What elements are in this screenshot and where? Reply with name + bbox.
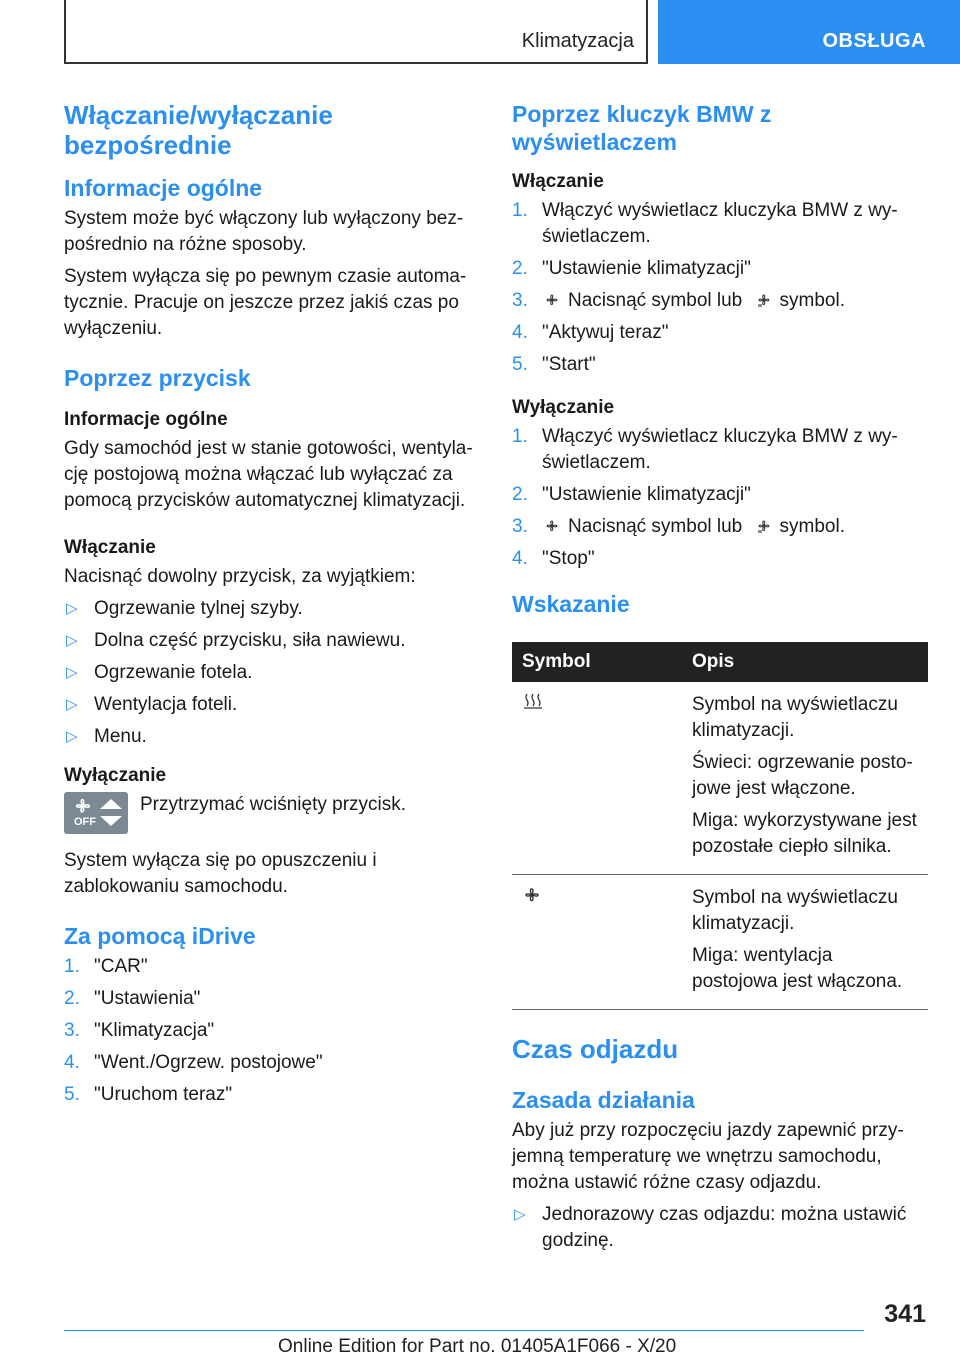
header-chapter: Klimatyzacja bbox=[521, 30, 634, 52]
footer-edition: Online Edition for Part no. 01405A1F066 - X/20 bbox=[278, 1336, 677, 1357]
list-item: 2. "Ustawienie klimatyzacji" bbox=[512, 484, 751, 505]
idrive-steps bbox=[64, 954, 476, 1108]
general-p2: System wyłącza się po pewnym czasie automatycznie. Pracuje on jeszcze przez jakiś czas po wyłączeniu. bbox=[64, 266, 467, 339]
list-item: ▷ Ogrzewanie fotela. bbox=[64, 660, 476, 686]
list-item: ▷ Jednorazowy czas odjazdu: można ustawić godzinę. bbox=[514, 1204, 907, 1251]
triangle-bullet-icon: ▷ bbox=[66, 632, 78, 649]
heating-icon bbox=[522, 692, 544, 710]
table-row: Symbol na wyświetlaczu klimatyzacji. Miga: wentylacja postojowa jest włączona. bbox=[512, 875, 928, 1010]
list-item: 3. Nacisnąć symbol lub symbol. bbox=[512, 516, 845, 537]
triangle-bullet-icon: ▷ bbox=[66, 600, 78, 617]
fan-heat-icon bbox=[756, 518, 772, 534]
key-on-heading: Włączanie bbox=[512, 171, 604, 192]
header-section-tab bbox=[658, 0, 960, 64]
list-item: 3. "Klimatyzacja" bbox=[64, 1020, 215, 1041]
key-off-steps bbox=[512, 424, 928, 572]
general-p1: System może być włączony lub wyłączony bezpośrednio na różne sposoby. bbox=[64, 208, 464, 255]
fan-icon bbox=[522, 885, 542, 905]
left-column bbox=[64, 100, 476, 1116]
fan-icon bbox=[72, 796, 94, 816]
fan-off-button-icon: OFF bbox=[64, 792, 128, 834]
list-item: ▷ Ogrzewanie tylnej szyby. bbox=[64, 596, 476, 622]
list-item: 4. "Went./Ogrzew. postojowe" bbox=[64, 1052, 323, 1073]
list-item: 2. "Ustawienia" bbox=[64, 988, 201, 1009]
list-item: 5. "Uruchom teraz" bbox=[64, 1084, 233, 1105]
list-item: 4. "Stop" bbox=[512, 548, 595, 569]
list-item: ▷ Menu. bbox=[64, 724, 476, 750]
title-direct-onoff: Włączanie/wyłączanie bezpośrednie bbox=[64, 100, 333, 160]
heading-departure: Czas odjazdu bbox=[512, 1034, 679, 1064]
principle-list bbox=[512, 1202, 928, 1254]
triangle-bullet-icon: ▷ bbox=[66, 696, 78, 713]
off-paragraph: Przytrzymać wciśnięty przycisk. bbox=[140, 794, 407, 815]
heading-idrive: Za pomocą iDrive bbox=[64, 923, 256, 949]
heading-key-display: Poprzez kluczyk BMW z wyświetlaczem bbox=[512, 101, 772, 155]
off-instruction bbox=[64, 792, 476, 834]
on-paragraph: Nacisnąć dowolny przycisk, za wyjątkiem: bbox=[64, 566, 416, 587]
exception-list bbox=[64, 596, 476, 750]
heading-principle: Zasada działania bbox=[512, 1087, 695, 1113]
right-column bbox=[512, 100, 928, 1262]
triangle-bullet-icon: ▷ bbox=[514, 1206, 526, 1223]
header-section: OBSŁUGA bbox=[822, 30, 926, 52]
triangle-bullet-icon: ▷ bbox=[66, 664, 78, 681]
list-item: 1. Włączyć wyświetlacz kluczyka BMW z wyświetlaczem. bbox=[512, 426, 898, 473]
key-on-steps bbox=[512, 198, 928, 378]
triangle-bullet-icon: ▷ bbox=[66, 728, 78, 745]
fan-icon bbox=[544, 518, 560, 534]
list-item: 1. Włączyć wyświetlacz kluczyka BMW z wyświetlaczem. bbox=[512, 200, 898, 247]
header-chapter-box bbox=[64, 0, 648, 64]
list-item: 2. "Ustawienie klimatyzacji" bbox=[512, 258, 751, 279]
list-item: ▷ Dolna część przycisku, siła nawiewu. bbox=[64, 628, 476, 654]
col-symbol: Symbol bbox=[512, 642, 682, 682]
heading-display: Wskazanie bbox=[512, 591, 630, 617]
col-desc: Opis bbox=[682, 642, 928, 682]
table-row: Symbol na wyświetlaczu klimatyzacji. Świeci: ogrzewanie postojowe jest włączone. Miga: wykorzystywane jest pozostałe ciepło silnika. bbox=[512, 682, 928, 875]
heading-general: Informacje ogólne bbox=[64, 175, 263, 201]
on-heading: Włączanie bbox=[64, 537, 156, 558]
principle-paragraph: Aby już przy rozpoczęciu jazdy zapewnić przyjemną temperaturę we wnętrzu samochodu, można ustawić różne czasy odjazdu. bbox=[512, 1120, 904, 1193]
list-item: ▷ Wentylacja foteli. bbox=[64, 692, 476, 718]
list-item: 1. "CAR" bbox=[64, 956, 148, 977]
off-paragraph-2: System wyłącza się po opuszczeniu i zablokowaniu samochodu. bbox=[64, 850, 377, 897]
symbol-table bbox=[512, 642, 928, 1010]
footer-divider bbox=[64, 1330, 864, 1331]
table-header bbox=[512, 642, 928, 682]
list-item: 4. "Aktywuj teraz" bbox=[512, 322, 669, 343]
list-item: 5. "Start" bbox=[512, 354, 596, 375]
button-paragraph: Gdy samochód jest w stanie gotowości, wentylację postojową można włączać lub wyłączać za pomocą przycisków automatycznej klimatyzacji. bbox=[64, 438, 473, 511]
list-item: 3. Nacisnąć symbol lub symbol. bbox=[512, 290, 845, 311]
key-off-heading: Wyłączanie bbox=[512, 397, 615, 418]
button-subheading: Informacje ogólne bbox=[64, 409, 228, 430]
heading-button: Poprzez przycisk bbox=[64, 365, 251, 391]
off-heading: Wyłączanie bbox=[64, 765, 167, 786]
fan-heat-icon bbox=[756, 292, 772, 308]
fan-icon bbox=[544, 292, 560, 308]
page-number: 341 bbox=[884, 1300, 926, 1328]
